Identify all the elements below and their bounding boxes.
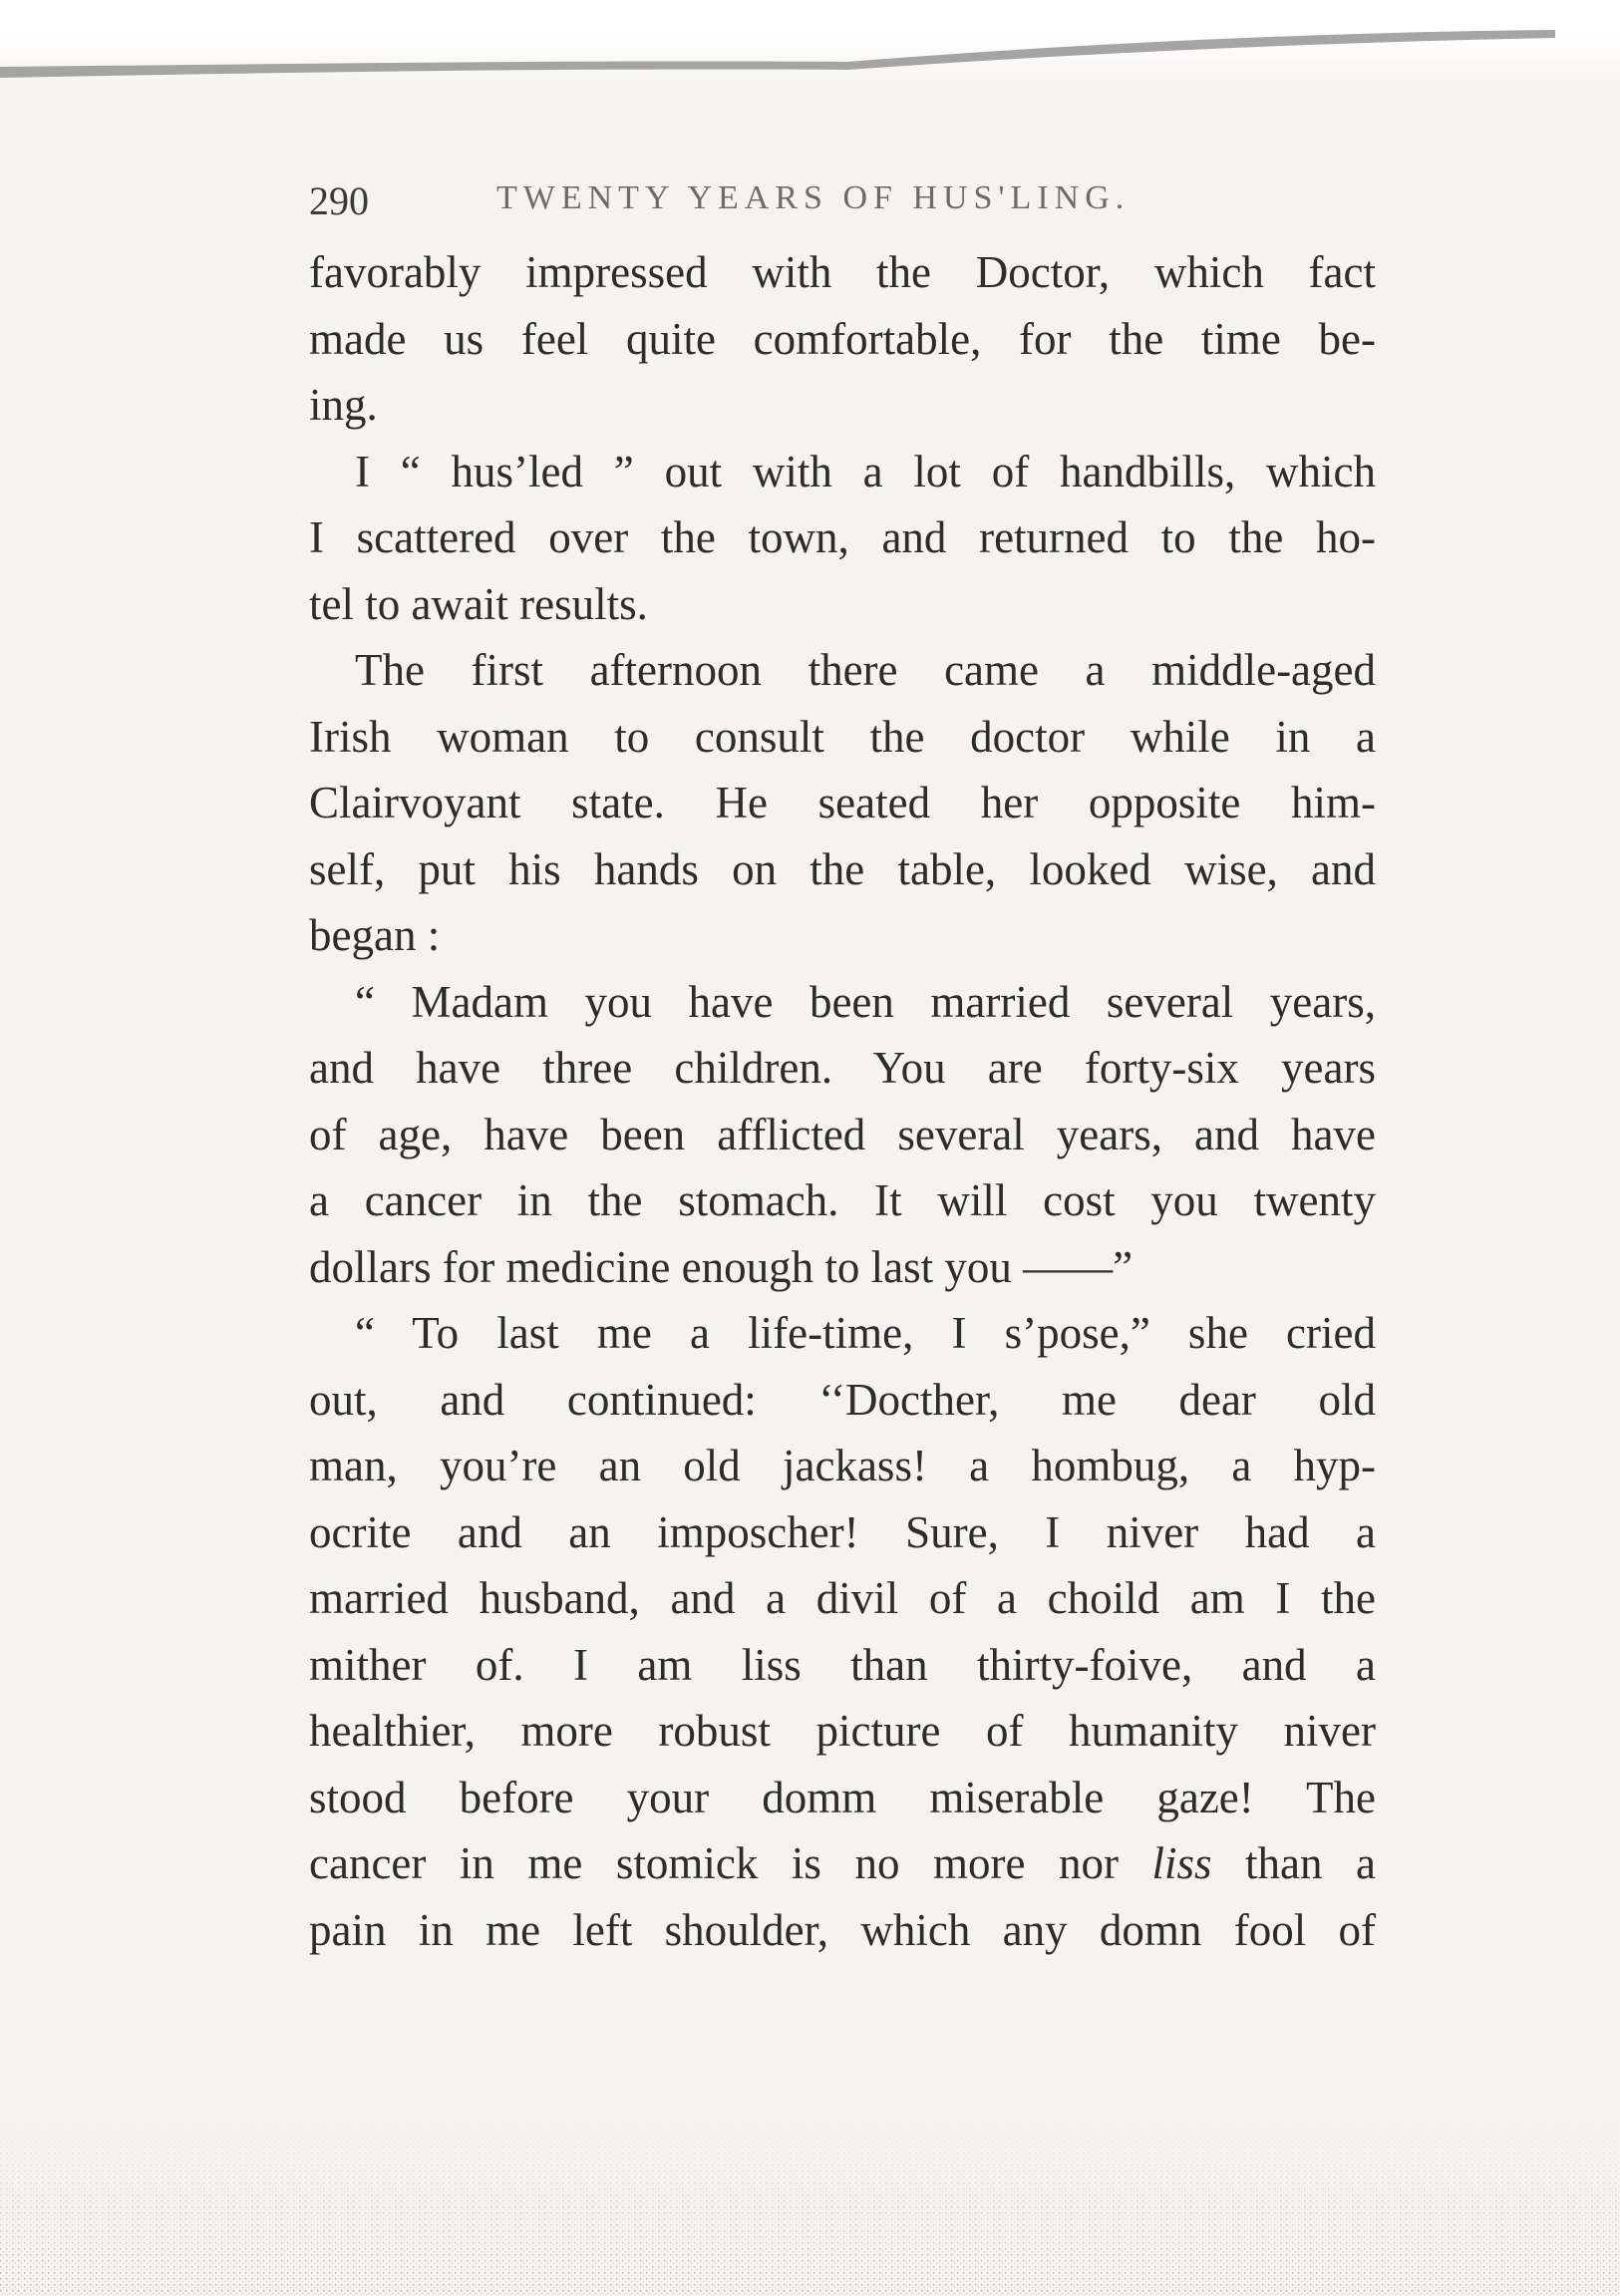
text-line: ing. bbox=[309, 380, 378, 430]
text-line: man, you’re an old jackass! a hombug, a hyp- bbox=[309, 1441, 1376, 1490]
scan-artifact-bottom bbox=[0, 2117, 1620, 2296]
text-line: self, put his hands on the table, looked wise, and bbox=[309, 843, 1376, 894]
text-line: mither of. I am liss than thirty-foive, and a bbox=[309, 1639, 1376, 1690]
text-line: tel to await results. bbox=[309, 578, 648, 629]
text-line: made us feel quite comfortable, for the time be- bbox=[309, 313, 1376, 364]
text-line: of age, have been afflicted several years, and have bbox=[309, 1109, 1376, 1159]
text-line: dollars for medicine enough to last you ——” bbox=[309, 1241, 1134, 1292]
text-line: “ To last me a life-time, I s’pose,” she cried bbox=[355, 1308, 1376, 1358]
text-fragment: than a bbox=[1245, 1838, 1377, 1888]
text-line: I “ hus’led ” out with a lot of handbills, which bbox=[355, 446, 1376, 496]
text-line: healthier, more robust picture of humanity niver bbox=[309, 1706, 1376, 1756]
text-line: Irish woman to consult the doctor while in a bbox=[309, 711, 1376, 762]
text-line: married husband, and a divil of a choild am I the bbox=[309, 1573, 1376, 1623]
text-fragment: cancer in me stomick is no more nor bbox=[309, 1838, 1119, 1888]
book-page bbox=[309, 160, 1376, 1963]
running-title: TWENTY YEARS OF HUS'LING. bbox=[496, 179, 1131, 216]
text-line: I scattered over the town, and returned to the ho- bbox=[309, 512, 1376, 562]
text-line: pain in me left shoulder, which any domn fool of bbox=[309, 1904, 1376, 1955]
text-line: Clairvoyant state. He seated her opposite him- bbox=[309, 778, 1376, 827]
text-line: “ Madam you have been married several years, bbox=[355, 976, 1376, 1027]
text-line: and have three children. You are forty-six years bbox=[309, 1043, 1376, 1093]
running-head bbox=[309, 160, 1376, 239]
scan-artifact-top bbox=[0, 22, 1620, 82]
text-line: ocrite and an imposcher! Sure, I niver had a bbox=[309, 1506, 1376, 1557]
text-line: out, and continued: ‘‘Docther, me dear old bbox=[309, 1374, 1376, 1425]
text-line-with-italic bbox=[309, 1830, 1376, 1897]
text-line: a cancer in the stomach. It will cost you twenty bbox=[309, 1175, 1376, 1225]
body-text bbox=[309, 239, 1376, 1963]
text-line: began : bbox=[309, 910, 441, 960]
text-line: stood before your domm miserable gaze! The bbox=[309, 1772, 1376, 1822]
page-number: 290 bbox=[309, 178, 369, 223]
italic-word: liss bbox=[1151, 1838, 1212, 1888]
text-line: favorably impressed with the Doctor, which fact bbox=[309, 247, 1376, 297]
text-line: The first afternoon there came a middle-aged bbox=[355, 645, 1376, 695]
